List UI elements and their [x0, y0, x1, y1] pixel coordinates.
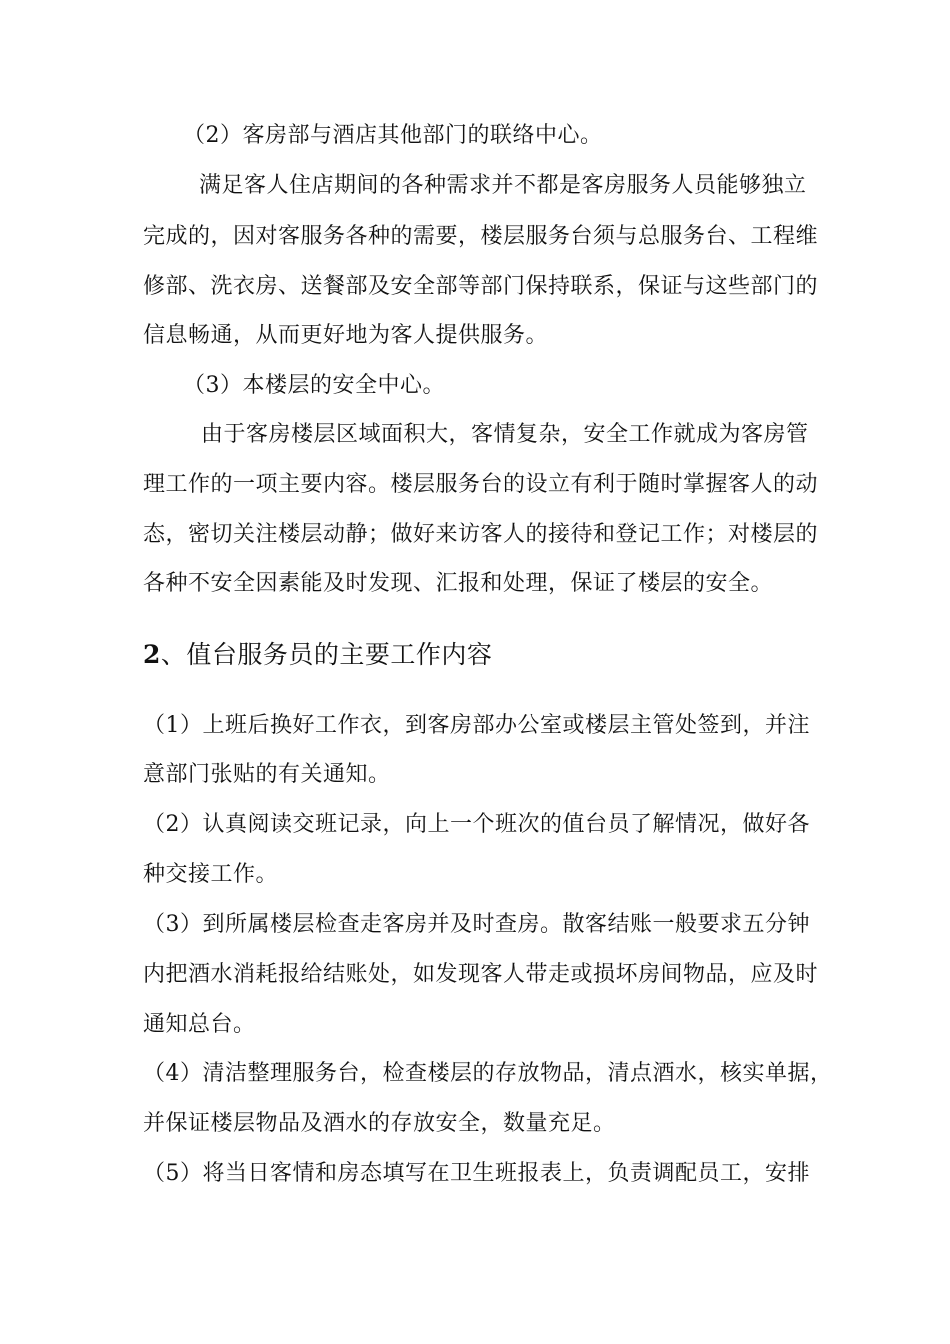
item2-title: （2）客房部与酒店其他部门的联络中心。 [183, 123, 603, 148]
paragraph-line: 满足客人住店期间的各种需求并不都是客房服务人员能够独立 [199, 173, 807, 198]
paragraph-line: 完成的，因对客服务各种的需要，楼层服务台须与总服务台、工程维 [143, 224, 819, 249]
paragraph-line: 各种不安全因素能及时发现、汇报和处理，保证了楼层的安全。 [143, 571, 774, 596]
paragraph-line: 由于客房楼层区域面积大，客情复杂，安全工作就成为客房管 [201, 422, 809, 447]
list-item-line: 种交接工作。 [143, 862, 279, 887]
list-item-line: （3）到所属楼层检查走客房并及时查房。散客结账一般要求五分钟 [143, 912, 810, 937]
list-item-line: 意部门张贴的有关通知。 [143, 762, 391, 787]
paragraph-line: 态，密切关注楼层动静；做好来访客人的接待和登记工作；对楼层的 [143, 522, 819, 547]
list-item-line: 并保证楼层物品及酒水的存放安全，数量充足。 [143, 1111, 616, 1136]
paragraph-line: 信息畅通，从而更好地为客人提供服务。 [143, 323, 549, 348]
item3-title: （3）本楼层的安全中心。 [183, 373, 445, 398]
list-item-line: （2）认真阅读交班记录，向上一个班次的值台员了解情况，做好各 [143, 812, 810, 837]
list-item-line: （1）上班后换好工作衣，到客房部办公室或楼层主管处签到，并注 [143, 713, 810, 738]
paragraph-line: 理工作的一项主要内容。楼层服务台的设立有利于随时掌握客人的动 [143, 472, 819, 497]
section-heading-text: 、值台服务员的主要工作内容 [160, 640, 493, 669]
list-item-line: 内把酒水消耗报给结账处，如发现客人带走或损坏房间物品，应及时 [143, 962, 819, 987]
list-item-line: （5）将当日客情和房态填写在卫生班报表上，负责调配员工，安排 [143, 1161, 810, 1186]
section-heading [143, 640, 492, 670]
list-item-line: 通知总台。 [143, 1012, 256, 1037]
section-heading-number: 2 [143, 640, 161, 669]
paragraph-line: 修部、洗衣房、送餐部及安全部等部门保持联系，保证与这些部门的 [143, 274, 819, 299]
list-item-line: （4）清洁整理服务台，检查楼层的存放物品，清点酒水，核实单据， [143, 1061, 833, 1086]
